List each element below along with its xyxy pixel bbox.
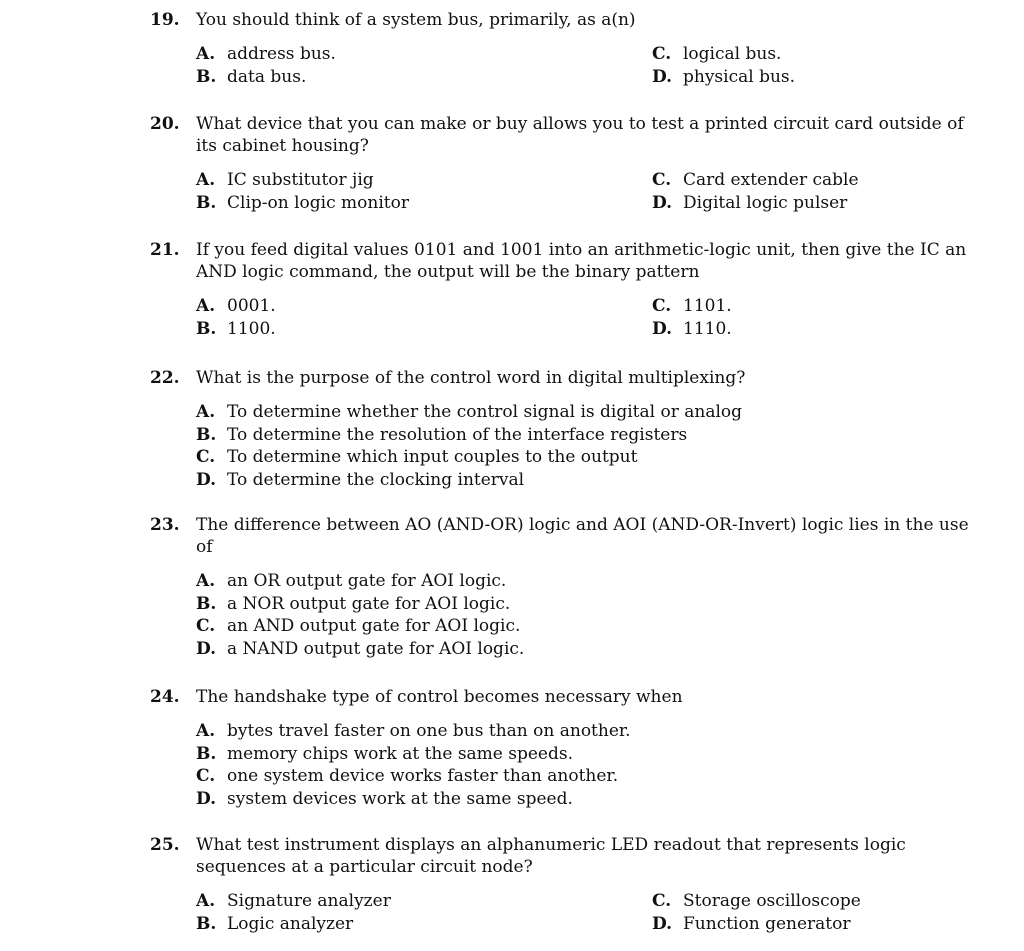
question-21 bbox=[150, 239, 980, 340]
question-stem: What device that you can make or buy allows you to test a printed circuit card outside of its cabinet housing? bbox=[196, 114, 964, 156]
options bbox=[196, 570, 980, 660]
option-c: C. logical bus. bbox=[652, 44, 782, 64]
question-number: 25. bbox=[150, 835, 180, 855]
option-b: B. 1100. bbox=[196, 318, 276, 339]
question-stem: The handshake type of control becomes necessary when bbox=[196, 687, 683, 707]
options bbox=[196, 890, 980, 935]
question-number: 22. bbox=[150, 368, 180, 388]
option-c: C. one system device works faster than another. bbox=[196, 766, 619, 786]
question-number: 24. bbox=[150, 687, 180, 707]
question-stem: You should think of a system bus, primarily, as a(n) bbox=[196, 10, 636, 30]
option-d: D. physical bus. bbox=[652, 66, 796, 87]
question-19 bbox=[150, 9, 980, 88]
option-c: C. To determine which input couples to the output bbox=[196, 447, 638, 467]
option-d: D. To determine the clocking interval bbox=[196, 469, 525, 490]
option-a: A. IC substitutor jig bbox=[196, 170, 374, 190]
option-b: B. To determine the resolution of the interface registers bbox=[196, 424, 688, 445]
option-d: D. system devices work at the same speed. bbox=[196, 788, 573, 809]
option-c: C. Storage oscilloscope bbox=[652, 891, 861, 911]
question-number: 23. bbox=[150, 515, 180, 535]
question-24 bbox=[150, 686, 980, 810]
options bbox=[196, 295, 980, 340]
question-22 bbox=[150, 367, 980, 491]
question-25 bbox=[150, 834, 980, 935]
options bbox=[196, 720, 980, 810]
option-c: C. Card extender cable bbox=[652, 170, 859, 190]
option-a: A. address bus. bbox=[196, 44, 336, 64]
question-stem: The difference between AO (AND-OR) logic and AOI (AND-OR-Invert) logic lies in the use of bbox=[196, 515, 969, 557]
question-23 bbox=[150, 514, 980, 660]
question-stem: What test instrument displays an alphanumeric LED readout that represents logic sequences at a particular circuit node? bbox=[196, 835, 906, 877]
options bbox=[196, 169, 980, 214]
option-b: B. a NOR output gate for AOI logic. bbox=[196, 593, 511, 614]
option-a: A. an OR output gate for AOI logic. bbox=[196, 571, 507, 591]
option-c: C. 1101. bbox=[652, 296, 732, 316]
option-b: B. Logic analyzer bbox=[196, 913, 354, 934]
question-20 bbox=[150, 113, 980, 214]
options bbox=[196, 401, 980, 491]
option-b: B. data bus. bbox=[196, 66, 307, 87]
option-a: A. Signature analyzer bbox=[196, 891, 391, 911]
option-a: A. To determine whether the control signal is digital or analog bbox=[196, 402, 743, 422]
question-number: 21. bbox=[150, 240, 180, 260]
option-b: B. Clip-on logic monitor bbox=[196, 192, 409, 213]
options bbox=[196, 43, 980, 88]
question-number: 19. bbox=[150, 10, 180, 30]
option-c: C. an AND output gate for AOI logic. bbox=[196, 616, 521, 636]
option-d: D. Digital logic pulser bbox=[652, 192, 848, 213]
option-a: A. 0001. bbox=[196, 296, 276, 316]
question-stem: If you feed digital values 0101 and 1001 into an arithmetic-logic unit, then give the IC an AND logic command, the output will be the binary pattern bbox=[196, 240, 967, 282]
question-number: 20. bbox=[150, 114, 180, 134]
option-a: A. bytes travel faster on one bus than on another. bbox=[196, 721, 631, 741]
option-d: D. Function generator bbox=[652, 913, 851, 934]
option-b: B. memory chips work at the same speeds. bbox=[196, 743, 574, 764]
question-stem: What is the purpose of the control word in digital multiplexing? bbox=[196, 368, 746, 388]
option-d: D. 1110. bbox=[652, 318, 732, 339]
option-d: D. a NAND output gate for AOI logic. bbox=[196, 638, 525, 659]
